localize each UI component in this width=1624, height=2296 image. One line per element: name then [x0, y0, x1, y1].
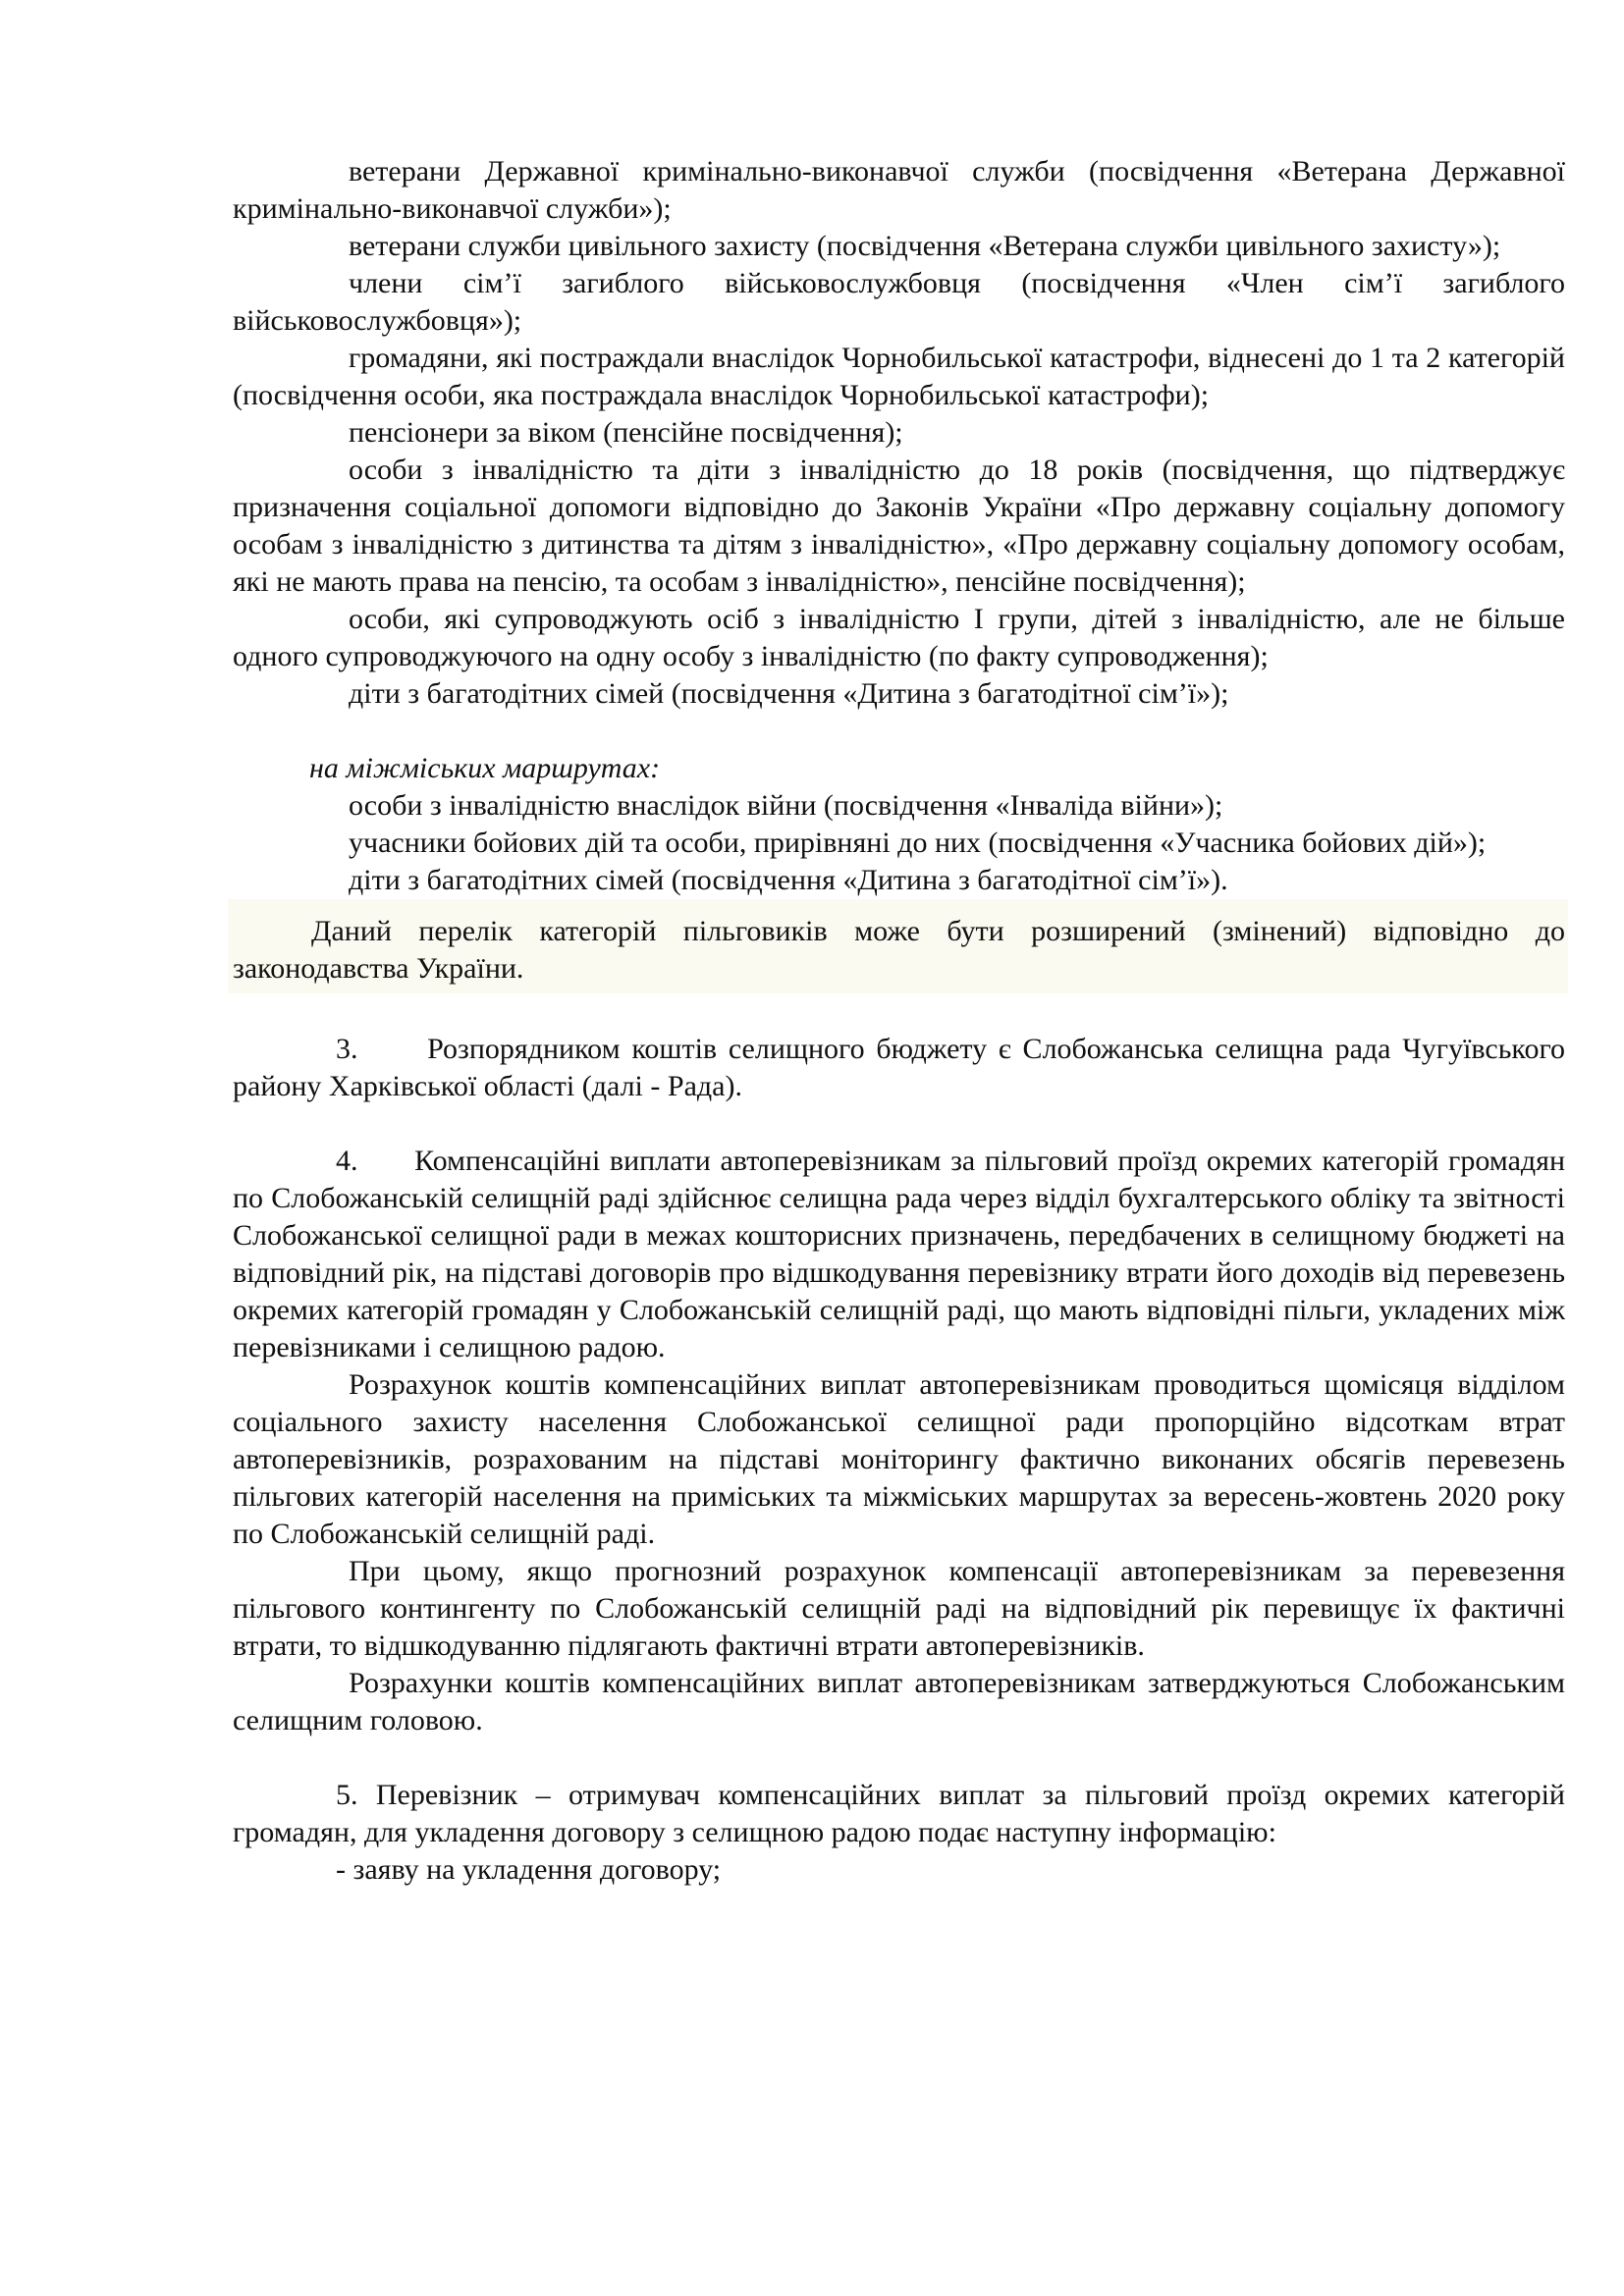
section-3: 3. Розпорядником коштів селищного бюджету є Слобожанська селищна рада Чугуївського району Харківської області (далі - Рада). [233, 1033, 1565, 1102]
section-4-paragraph: Розрахунки коштів компенсаційних виплат автоперевізникам затверджуються Слобожанським селищним головою. [233, 1667, 1565, 1736]
list-item: особи з інвалідністю та діти з інвалідністю до 18 років (посвідчення, що підтверджує призначення соціальної допомоги відповідно до Законів України «Про державну соціальну допомогу особам з інвалідністю з дитинства та дітям з інвалідністю», «Про державну соціальну допомогу особам, які не мають права на пенсію, та особам з інвалідністю», пенсійне посвідчення); [233, 454, 1565, 598]
list-item: громадяни, які постраждали внаслідок Чорнобильської катастрофи, віднесені до 1 та 2 категорій (посвідчення особи, яка постраждала внаслідок Чорнобильської катастрофи); [233, 342, 1565, 411]
list-item: діти з багатодітних сімей (посвідчення «Дитина з багатодітної сім’ї»); [349, 677, 1229, 710]
section-4-paragraph: При цьому, якщо прогнозний розрахунок компенсації автоперевізникам за перевезення пільгового контингенту по Слобожанській селищній раді на відповідний рік перевищує їх фактичні втрати, то відшкодуванню підлягають фактичні втрати автоперевізників. [233, 1555, 1565, 1662]
section-5-item: - заяву на укладення договору; [336, 1853, 722, 1886]
list-item: пенсіонери за віком (пенсійне посвідчення); [349, 416, 903, 449]
list-item: особи, які супроводжують осіб з інвалідністю І групи, дітей з інвалідністю, але не більше одного супроводжуючого на одну особу з інвалідністю (по факту супроводження); [233, 603, 1565, 672]
list-item: діти з багатодітних сімей (посвідчення «Дитина з багатодітної сім’ї»). [349, 864, 1228, 896]
list-item: учасники бойових дій та особи, прирівняні до них (посвідчення «Учасника бойових дій»); [349, 827, 1487, 859]
spacer [233, 1739, 1565, 1777]
note-block [228, 899, 1568, 993]
section-5: 5. Перевізник – отримувач компенсаційних виплат за пільговий проїзд окремих категорій громадян, для укладення договору з селищною радою подає наступну інформацію: [233, 1779, 1565, 1848]
document-body [233, 153, 1565, 1889]
note-paragraph: Даний перелік категорій пільговиків може бути розширений (змінений) відповідно до законодавства України. [233, 915, 1565, 985]
spacer [233, 993, 1565, 1031]
spacer [233, 713, 1565, 750]
spacer [233, 1105, 1565, 1143]
section-4-paragraph: Розрахунок коштів компенсаційних виплат автоперевізникам проводиться щомісяця відділом соціального захисту населення Слобожанської селищної ради пропорційно відсоткам втрат автоперевізників, розрахованим на підставі моніторингу фактично виконаних обсягів перевезень пільгових категорій населення на приміських та міжміських маршрутах за вересень-жовтень 2020 року по Слобожанській селищній раді. [233, 1368, 1565, 1550]
list-item: особи з інвалідністю внаслідок війни (посвідчення «Інваліда війни»); [349, 789, 1223, 822]
section-4: 4. Компенсаційні виплати автоперевізникам за пільговий проїзд окремих категорій громадян по Слобожанській селищній раді здійснює селищна рада через відділ бухгалтерського обліку та звітності Слобожанської селищної ради в межах кошторисних призначень, передбачених в селищному бюджеті на відповідний рік, на підставі договорів про відшкодування перевізнику втрати його доходів від перевезень окремих категорій громадян у Слобожанській селищній раді, що мають відповідні пільги, укладених між перевізниками і селищною радою. [233, 1145, 1565, 1363]
intercity-heading: на міжміських маршрутах: [309, 752, 661, 784]
list-item: ветерани Державної кримінально-виконавчої служби (посвідчення «Ветерана Державної кримінально-виконавчої служби»); [233, 155, 1565, 225]
list-item: члени сім’ї загиблого військовослужбовця (посвідчення «Член сім’ї загиблого військовослужбовця»); [233, 267, 1565, 337]
list-item: ветерани служби цивільного захисту (посвідчення «Ветерана служби цивільного захисту»); [349, 230, 1501, 262]
